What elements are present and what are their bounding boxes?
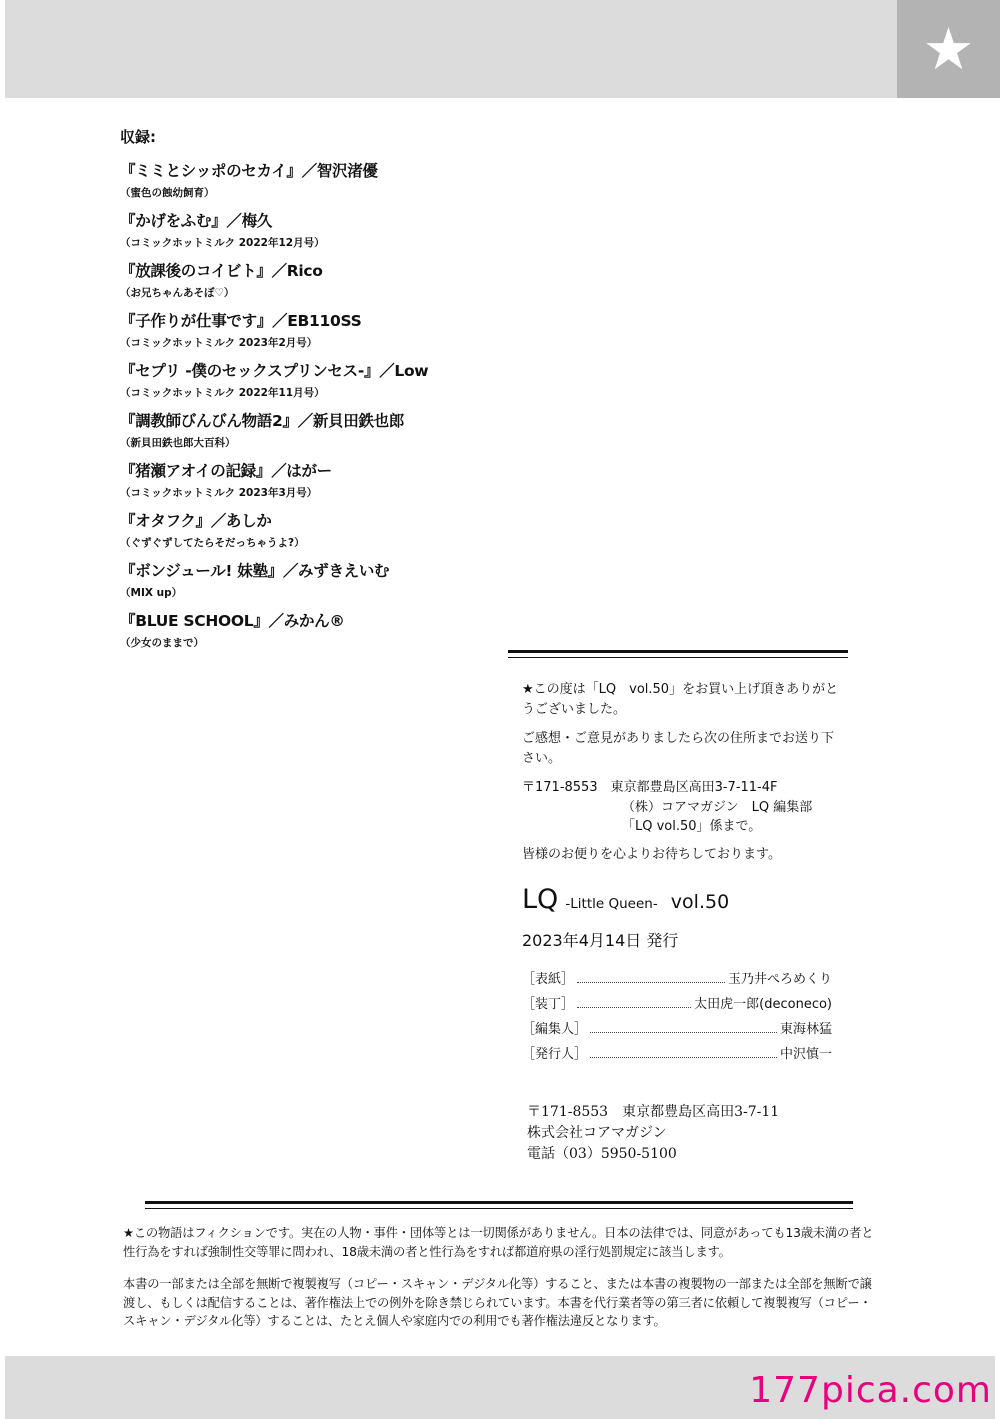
toc-item [120, 559, 500, 609]
divider [508, 657, 848, 658]
toc-item-title: 『猪瀬アオイの記録』／はがー [120, 462, 332, 480]
toc-item-source: （少女のままで） [120, 637, 204, 649]
toc-item-source: （MIX up） [120, 587, 183, 599]
publication-date: 2023年4月14日 発行 [522, 931, 679, 950]
top-band [5, 0, 897, 98]
toc-item-title: 『子作りが仕事です』／EB110SS [120, 312, 362, 330]
credit-name: 太田虎一郎(deconeco) [694, 997, 832, 1012]
toc-item [120, 359, 500, 409]
credit-role: ［装丁］ [522, 997, 575, 1012]
toc-item-source: （コミックホットミルク 2022年11月号） [120, 387, 325, 399]
toc-item-source: （新貝田鉄也郎大百科） [120, 437, 236, 449]
dot-leader [590, 1057, 777, 1058]
publisher-phone: 電話（03）5950-5100 [527, 1146, 677, 1162]
toc-item-source: （コミックホットミルク 2023年3月号） [120, 487, 318, 499]
toc-item-title: 『セプリ -僕のセックスプリンセス-』／Low [120, 362, 429, 380]
closing-text: 皆様のお便りを心よりお待ちしております。 [522, 846, 781, 862]
toc-item-source: （コミックホットミルク 2022年12月号） [120, 237, 325, 249]
publisher-info [527, 1102, 779, 1165]
feedback-text: ご感想・ご意見がありましたら次の住所までお送り下さい。 [522, 731, 835, 766]
toc-item [120, 459, 500, 509]
table-of-contents [120, 126, 500, 659]
dot-leader [577, 1007, 691, 1008]
divider [145, 1201, 853, 1204]
dot-leader [577, 982, 725, 983]
toc-item-title: 『放課後のコイビト』／Rico [120, 262, 323, 280]
volume: vol.50 [670, 891, 730, 913]
toc-heading: 収録: [120, 128, 156, 146]
star-icon: ★ [897, 0, 1000, 98]
credit-row [522, 1018, 832, 1043]
credit-name: 中沢慎一 [779, 1047, 832, 1062]
toc-item [120, 209, 500, 259]
toc-item [120, 609, 500, 659]
address-line: （株）コアマガジン LQ 編集部 [622, 799, 813, 815]
toc-item-title: 『かげをふむ』／梅久 [120, 212, 273, 230]
toc-item [120, 159, 500, 209]
address-line: 〒171-8553 東京都豊島区高田3-7-11-4F [522, 780, 778, 795]
legal-notice [123, 1224, 883, 1345]
publisher-address: 〒171-8553 東京都豊島区高田3-7-11 [527, 1104, 780, 1120]
copyright-notice: 本書の一部または全部を無断で複製複写（コピー・スキャン・デジタル化等）すること、または本書の複製物の一部または全部を無断で譲渡し、もしくは配信することは、著作権法上での例外を除き禁じられています。本書を代行業者等の第三者に依頼して複製複写（コピー・スキャン・デジタル化等）することは、たとえ個人や家庭内での利用でも著作権法違反となります。 [123, 1277, 872, 1328]
toc-item [120, 409, 500, 459]
toc-item [120, 309, 500, 359]
toc-item-title: 『ミミとシッポのセカイ』／智沢渚優 [120, 162, 378, 180]
dot-leader [590, 1032, 777, 1033]
watermark: 177pica.com [749, 1370, 992, 1411]
credit-role: ［表紙］ [522, 972, 575, 987]
toc-item-title: 『調教師びんびん物語2』／新貝田鉄也郎 [120, 412, 405, 430]
credit-role: ［発行人］ [522, 1047, 588, 1062]
divider [145, 1208, 853, 1209]
toc-item-source: （お兄ちゃんあそぼ♡） [120, 287, 235, 299]
toc-item-title: 『オタフク』／あしか [120, 512, 272, 530]
publisher-name: 株式会社コアマガジン [527, 1125, 667, 1141]
title-main: LQ [522, 884, 559, 915]
credit-row [522, 968, 832, 993]
credit-name: 東海林猛 [779, 1022, 832, 1037]
credit-role: ［編集人］ [522, 1022, 588, 1037]
thanks-text: ★この度は「LQ vol.50」をお買い上げ頂きありがとうございました。 [522, 682, 839, 717]
toc-item-source: （蜜色の蝕幼飼育） [120, 187, 215, 199]
credit-row [522, 1043, 832, 1068]
toc-item-title: 『ボンジュール! 妹塾』／みずきえいむ [120, 562, 390, 580]
credit-name: 玉乃井ぺろめくり [727, 972, 832, 987]
divider [508, 650, 848, 653]
toc-item [120, 509, 500, 559]
toc-item-source: （ぐずぐずしてたらそだっちゃうよ?） [120, 537, 305, 549]
toc-item-source: （コミックホットミルク 2023年2月号） [120, 337, 318, 349]
fiction-notice: ★この物語はフィクションです。実在の人物・事件・団体等とは一切関係がありません。日本の法律では、同意があっても13歳未満の者と性行為をすれば強制性交等罪に問われ、18歳未満の者と性行為をすれば都道府県の淫行処罰規定に該当します。 [123, 1226, 874, 1259]
title-sub: -Little Queen- [565, 896, 658, 912]
credit-row [522, 993, 832, 1018]
address-line: 「LQ vol.50」係まで。 [622, 819, 762, 834]
toc-item-title: 『BLUE SCHOOL』／みかん® [120, 612, 345, 630]
credits [522, 968, 832, 1068]
reader-info [522, 680, 842, 874]
toc-item [120, 259, 500, 309]
magazine-title [522, 884, 729, 915]
